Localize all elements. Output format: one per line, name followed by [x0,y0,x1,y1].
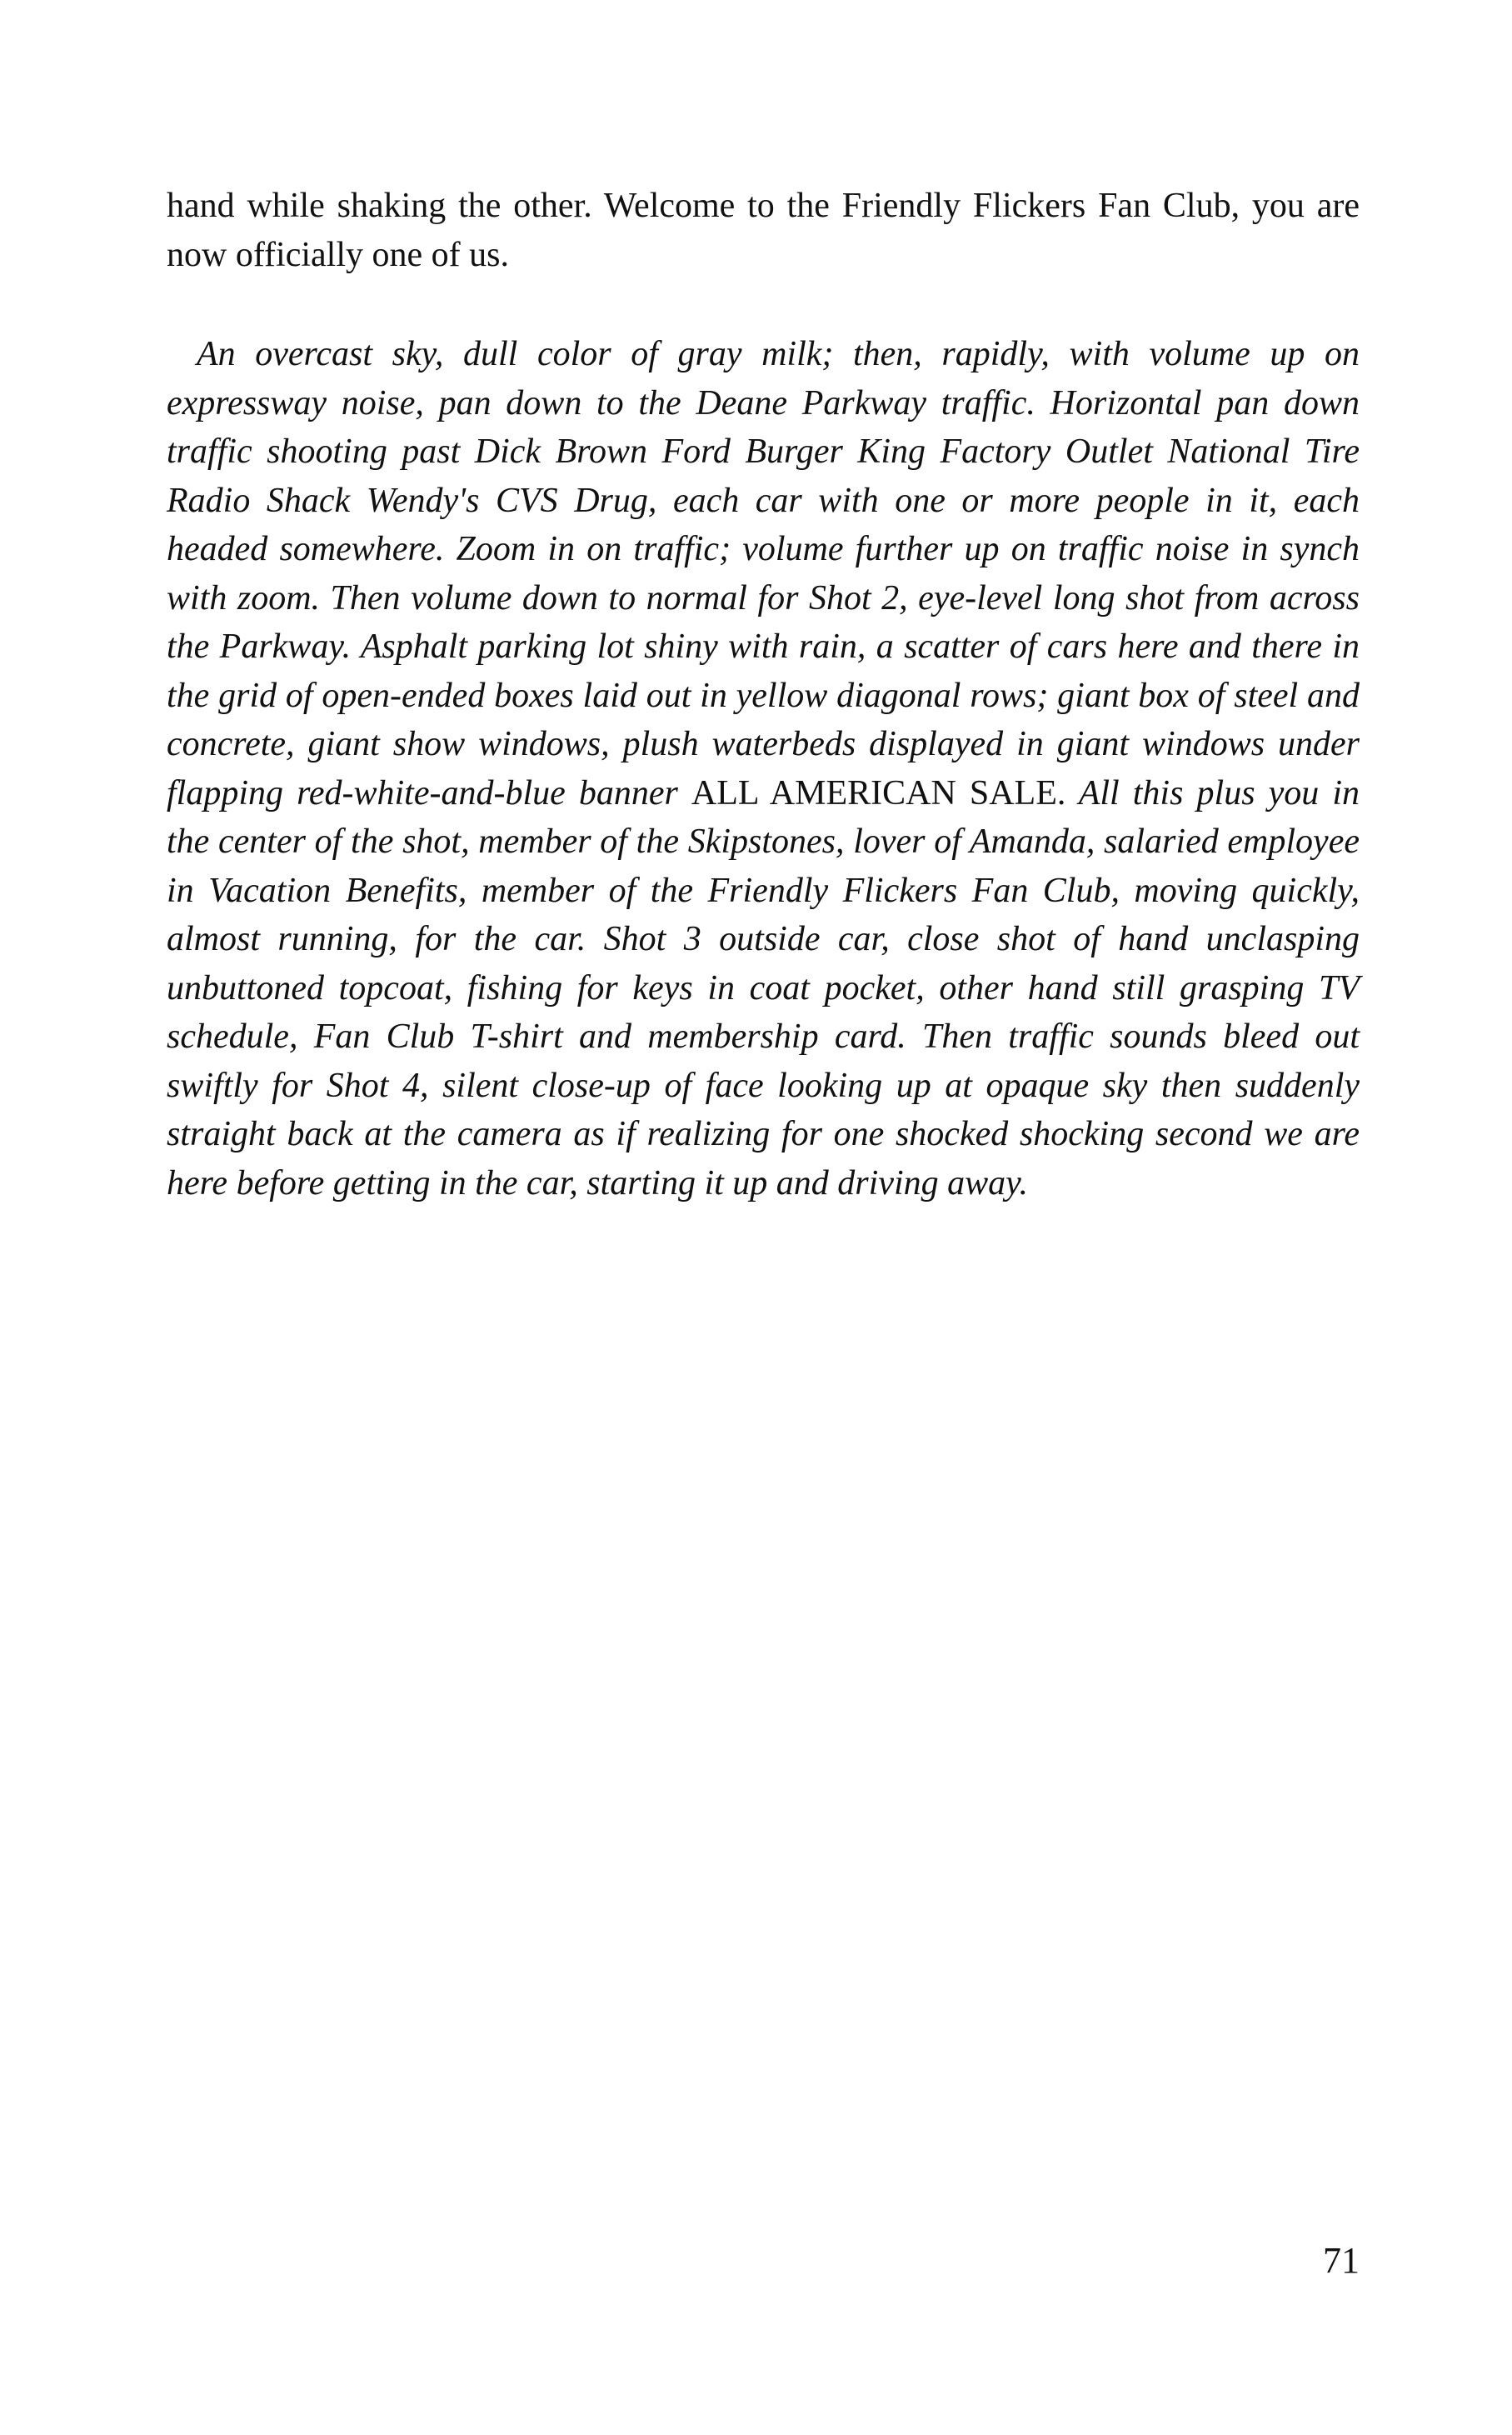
paragraph-fan-club: hand while shaking the other. Welcome to the Friendly Flickers Fan Club, you are now officially one of us. [167,187,1360,274]
shot-description-continuation: All this plus you in the center of the shot, member of the Skipstones, lover of Amanda, salaried employee in Vacation Benefits, member of the Friendly Flickers Fan Club, moving quickly, almost running, for the car. Shot 3 outside car, close shot of hand unclasping unbuttoned topcoat, fishing for keys in coat pocket, other hand still grasping TV schedule, Fan Club T-shirt and membership card. Then traffic sounds bleed out swiftly for Shot 4, silent close-up of face looking up at opaque sky then suddenly straight back at the camera as if realizing for one shocked shocking second we are here before getting in the car, starting it up and driving away. [167,773,1360,1202]
shot-description-text: An overcast sky, dull color of gray milk; then, rapidly, with volume up on expressway noise, pan down to the Deane Parkway traffic. Horizontal pan down traffic shooting past Dick Brown Ford Burger King Factory Outlet National Tire Radio Shack Wendy's CVS Drug, each car with one or more people in it, each headed somewhere. Zoom in on traffic; volume further up on traffic noise in synch with zoom. Then volume down to normal for Shot 2, eye-level long shot from across the Parkway. Asphalt parking lot shiny with rain, a scatter of cars here and there in the grid of open-ended boxes laid out in yellow diagonal rows; giant box of steel and concrete, giant show windows, plush waterbeds displayed in giant windows under flapping red-white-and-blue banner [167,335,1360,812]
page-number: 71 [1323,2240,1360,2281]
paragraph-shot-description [167,330,1360,1208]
banner-text: ALL AMERICAN SALE. [691,773,1066,812]
